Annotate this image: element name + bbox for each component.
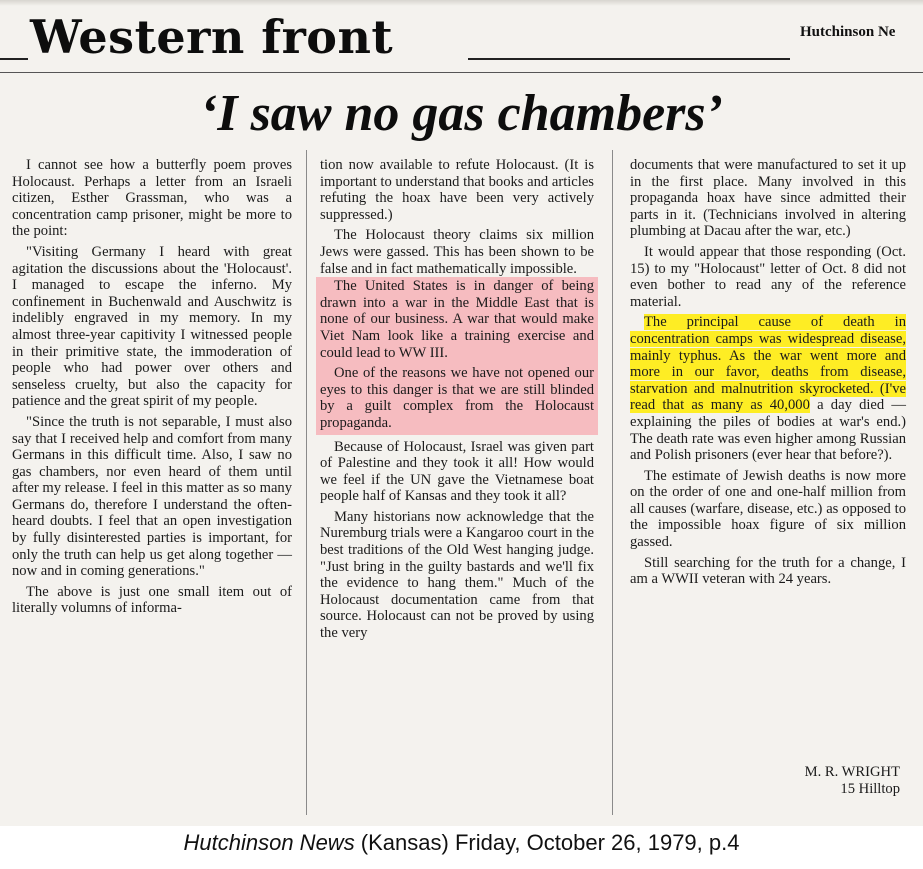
paragraph: documents that were manufactured to set it up in the first place. Many involved in this propaganda hoax have since admitted their parts in it. (Technicians involved in altering plumbing at Dacau after the war, etc.)	[630, 157, 906, 240]
paragraph: The Holocaust theory claims six million Jews were gassed. This has been shown to be false and in fact mathematically impossible.	[320, 227, 594, 277]
source-caption	[0, 830, 923, 856]
paragraph: tion now available to refute Holocaust. (It is important to understand that books and articles refuting the hoax have been very actively suppressed.)	[320, 157, 594, 223]
paragraph: It would appear that those responding (Oct. 15) to my "Holocaust" letter of Oct. 8 did not even bother to read any of the reference material.	[630, 243, 906, 310]
signature-block	[630, 764, 900, 798]
column-2	[320, 157, 594, 642]
column-divider-2	[612, 150, 613, 815]
paper-name: Hutchinson Ne	[800, 24, 896, 40]
paragraph: "Visiting Germany I heard with great agitation the discussions about the 'Holocaust'. I managed to escape the inferno. My confinement in Buchenwald and Auschwitz is indelibly engraved in my memory. In my almost three-year capitivity I witnessed people in their primitive state, the immoderation of people who had power over others and senseless cruelty, but also the capacity for patience and the great spirit of my people.	[12, 243, 292, 410]
section-title: Western front	[30, 10, 394, 64]
paragraph: "Since the truth is not separable, I must also say that I received help and comfort from many Germans in this difficult time. Also, I saw no gas chambers, nor even heard of them until after my release. I feel in this matter as so many Germans do, therefore I understand the often-heard doubts. I feel that an open investigation by fully disinterested parties is important, for only the truth can help us get along together — now and in coming generations."	[12, 413, 293, 580]
author-name: M. R. WRIGHT	[804, 764, 900, 780]
torn-top-edge	[0, 0, 923, 6]
paragraph: The above is just one small item out of literally volumns of informa-	[12, 583, 292, 617]
highlighted-paragraph: The United States is in danger of being drawn into a war in the Middle East that is none of our business. A war that would make Viet Nam look like a training exercise and could lead to WW III.	[320, 278, 594, 361]
section-header	[0, 8, 923, 70]
paragraph: Many historians now acknowledge that the Nuremburg trials were a Kangaroo court in the best traditions of the Old West hanging judge. "Just bring in the guilty bastards and we'll fix the evidence to hang them." Much of the Holocaust documentation came from that source. Holocaust can not be proved by using the very	[320, 508, 594, 642]
column-3	[630, 157, 906, 588]
publication-details: (Kansas) Friday, October 26, 1979, p.4	[354, 830, 740, 855]
header-rule-right	[468, 58, 790, 60]
yellow-highlight: The principal cause of death in concentration camps was widespread disease, mainly typhus. As the war went more and more in our favor, deaths from disease, starvation and malnutrition skyrocketed. (I've read that as many as 40,000	[630, 314, 906, 414]
header-rule-left	[0, 58, 28, 60]
paragraph: Because of Holocaust, Israel was given part of Palestine and they took it all! How would we feel if the UN gave the Vietnamese boat people half of Kansas and they took it all?	[320, 438, 594, 505]
paragraph: Still searching for the truth for a change, I am a WWII veteran with 24 years.	[630, 554, 906, 588]
column-divider-1	[306, 150, 307, 815]
author-address: 15 Hilltop	[840, 781, 900, 797]
paragraph-rest: a day died — explaining the piles of bodies at war's end.) The death rate was even higher among Russian and Polish prisoners (ever hear that before?).	[630, 397, 906, 464]
header-divider	[0, 72, 923, 73]
paragraph	[630, 314, 906, 463]
headline: ‘I saw no gas chambers’	[200, 85, 723, 142]
paragraph: The estimate of Jewish deaths is now more on the order of one and one-half million from all causes (warfare, disease, etc.) as opposed to the impossible hoax figure of six million gassed.	[630, 467, 906, 551]
publication-name: Hutchinson News	[183, 830, 355, 855]
pink-highlight-block	[316, 277, 598, 434]
highlighted-paragraph: One of the reasons we have not opened our eyes to this danger is that we are still blinded by a guilt complex from the Holocaust propaganda.	[320, 365, 594, 431]
paragraph: I cannot see how a butterfly poem proves Holocaust. Perhaps a letter from an Israeli citizen, Esther Grassman, who was a concentration camp prisoner, might be more to the point:	[12, 157, 292, 240]
column-1	[12, 157, 292, 617]
